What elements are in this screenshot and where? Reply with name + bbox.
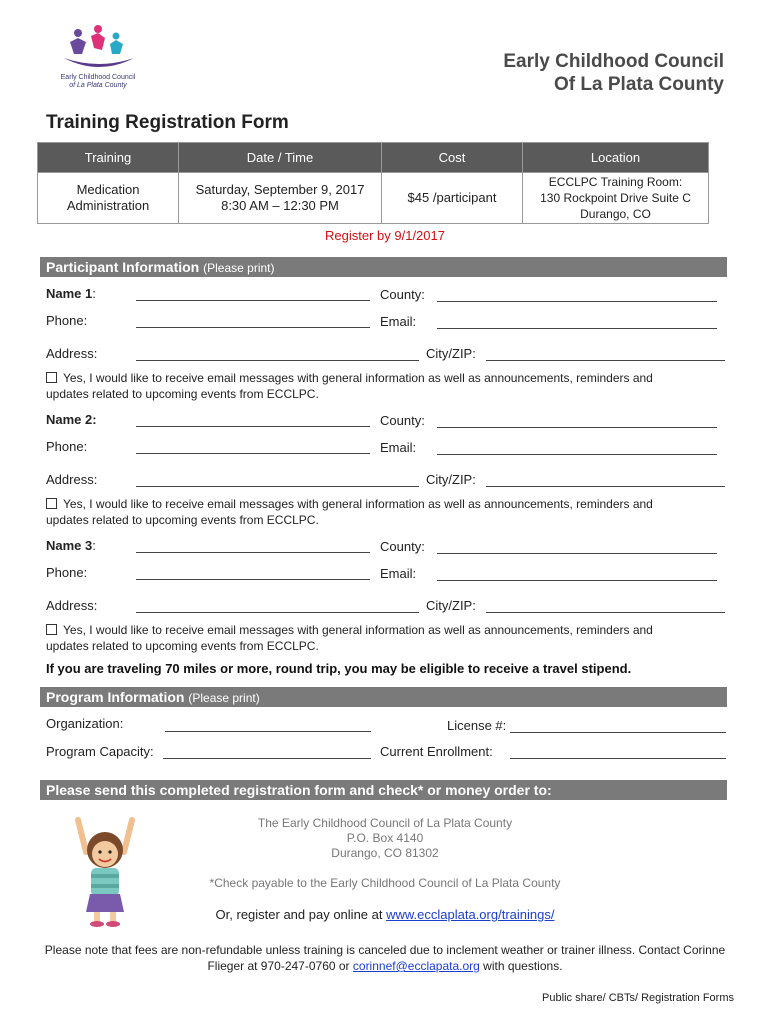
- logo-text: [58, 74, 138, 90]
- contact-prefix: Flieger at 970-247-0760 or: [207, 959, 353, 973]
- location-line3: Durango, CO: [580, 207, 651, 221]
- name-1-text: Name 1: [46, 286, 93, 301]
- date-line: Saturday, September 9, 2017: [195, 182, 365, 197]
- header-cost: Cost: [382, 143, 523, 173]
- phone-1-input[interactable]: [136, 327, 370, 328]
- email-optin-3-checkbox[interactable]: [46, 624, 57, 635]
- address-line3: Durango, CO 81302: [331, 846, 439, 860]
- logo: [58, 24, 140, 74]
- organization-title: [503, 50, 724, 96]
- email-optin-2: [46, 496, 726, 528]
- address-3-label: Address:: [46, 598, 98, 613]
- organization-label: Organization:: [46, 716, 124, 731]
- license-input[interactable]: [510, 732, 726, 733]
- enrollment-input[interactable]: [510, 758, 726, 759]
- name-1-label: [46, 286, 96, 301]
- name-3-colon: :: [92, 538, 96, 553]
- license-label: License #:: [447, 718, 507, 733]
- child-cheering-icon: [60, 812, 150, 930]
- capacity-input[interactable]: [163, 758, 371, 759]
- check-payable-note: *Check payable to the Early Childhood Council of La Plata County: [209, 876, 561, 890]
- table-header-row: [38, 143, 709, 173]
- address-line2: P.O. Box 4140: [346, 831, 424, 845]
- email-optin-1-text2: updates related to upcoming events from ECCLPC.: [46, 387, 319, 401]
- logo-text-line2: of La Plata County: [69, 82, 127, 89]
- email-optin-3-text: Yes, I would like to receive email messages with general information as well as announcements, reminders and: [63, 623, 653, 637]
- email-1-input[interactable]: [437, 328, 717, 329]
- time-line: 8:30 AM – 12:30 PM: [221, 198, 339, 213]
- email-2-input[interactable]: [437, 454, 717, 455]
- email-optin-1-checkbox[interactable]: [46, 372, 57, 383]
- cityzip-2-input[interactable]: [486, 486, 725, 487]
- table-row: [38, 173, 709, 224]
- cell-cost: $45 /participant: [382, 173, 523, 224]
- cell-location: [523, 173, 709, 224]
- location-line2: 130 Rockpoint Drive Suite C: [540, 191, 691, 205]
- training-name-line1: Medication: [76, 182, 140, 197]
- email-optin-2-text2: updates related to upcoming events from ECCLPC.: [46, 513, 319, 527]
- name-2-input[interactable]: [136, 426, 370, 427]
- refund-note: [20, 942, 750, 974]
- address-1-input[interactable]: [136, 360, 419, 361]
- training-table: [37, 142, 709, 224]
- org-name-line1: Early Childhood Council: [503, 51, 724, 72]
- email-optin-1-text: Yes, I would like to receive email messages with general information as well as announcements, reminders and: [63, 371, 653, 385]
- cell-date-time: [179, 173, 382, 224]
- program-info-subtitle: (Please print): [188, 691, 260, 705]
- training-name-line2: Administration: [66, 198, 150, 213]
- phone-3-label: Phone:: [46, 565, 88, 580]
- location-line1: ECCLPC Training Room:: [548, 175, 683, 189]
- name-2-label: Name 2:: [46, 412, 97, 427]
- mailing-address: [200, 816, 570, 861]
- refund-note-line2: [20, 958, 750, 974]
- name-1-input[interactable]: [136, 300, 370, 301]
- registration-link[interactable]: www.ecclaplata.org/trainings/: [386, 907, 555, 922]
- address-3-input[interactable]: [136, 612, 419, 613]
- email-1-label: Email:: [380, 314, 417, 329]
- online-prefix: Or, register and pay online at: [215, 907, 387, 922]
- phone-3-input[interactable]: [136, 579, 370, 580]
- form-title: Training Registration Form: [46, 112, 289, 133]
- footer-text: Public share/ CBTs/ Registration Forms: [542, 992, 734, 1004]
- cell-training: [38, 173, 179, 224]
- cityzip-2-label: City/ZIP:: [426, 472, 476, 487]
- cityzip-3-input[interactable]: [486, 612, 725, 613]
- county-1-input[interactable]: [437, 301, 717, 302]
- email-2-label: Email:: [380, 440, 417, 455]
- county-3-input[interactable]: [437, 553, 717, 554]
- participant-info-header: [40, 257, 727, 277]
- header-training: Training: [38, 143, 179, 173]
- county-2-label: County:: [380, 413, 425, 428]
- org-name-line2: Of La Plata County: [554, 74, 724, 95]
- email-3-input[interactable]: [437, 580, 717, 581]
- address-2-input[interactable]: [136, 486, 419, 487]
- travel-stipend-note: If you are traveling 70 miles or more, round trip, you may be eligible to receive a travel stipend.: [46, 661, 632, 676]
- county-2-input[interactable]: [437, 427, 717, 428]
- participant-info-subtitle: (Please print): [203, 261, 275, 275]
- name-1-colon: :: [92, 286, 96, 301]
- refund-note-line1: Please note that fees are non-refundable unless training is canceled due to inclement weather or trainer illness. Contact Corinne: [44, 943, 726, 957]
- phone-2-input[interactable]: [136, 453, 370, 454]
- email-optin-3: [46, 622, 726, 654]
- address-1-label: Address:: [46, 346, 98, 361]
- contact-suffix: with questions.: [479, 959, 563, 973]
- email-optin-2-checkbox[interactable]: [46, 498, 57, 509]
- name-3-text: Name 3: [46, 538, 93, 553]
- county-3-label: County:: [380, 539, 425, 554]
- organization-input[interactable]: [165, 731, 371, 732]
- county-1-label: County:: [380, 287, 425, 302]
- participant-info-title: Participant Information: [46, 259, 200, 275]
- name-3-input[interactable]: [136, 552, 370, 553]
- address-2-label: Address:: [46, 472, 98, 487]
- program-info-title: Program Information: [46, 689, 185, 705]
- cityzip-1-label: City/ZIP:: [426, 346, 476, 361]
- logo-text-line1: Early Childhood Council: [60, 74, 136, 81]
- contact-email-link[interactable]: corinnef@ecclapata.org: [352, 959, 480, 973]
- header-date-time: Date / Time: [179, 143, 382, 173]
- name-3-label: [46, 538, 96, 553]
- send-form-header: Please send this completed registration form and check* or money order to:: [40, 780, 727, 800]
- email-optin-3-text2: updates related to upcoming events from ECCLPC.: [46, 639, 319, 653]
- register-deadline: Register by 9/1/2017: [325, 228, 445, 243]
- online-registration: [150, 907, 620, 922]
- logo-children-icon: [58, 24, 140, 74]
- program-info-header: [40, 687, 727, 707]
- address-line1: The Early Childhood Council of La Plata County: [257, 816, 513, 830]
- email-optin-2-text: Yes, I would like to receive email messages with general information as well as announcements, reminders and: [63, 497, 653, 511]
- capacity-label: Program Capacity:: [46, 744, 154, 759]
- email-optin-1: [46, 370, 726, 402]
- phone-1-label: Phone:: [46, 313, 88, 328]
- cityzip-1-input[interactable]: [486, 360, 725, 361]
- email-3-label: Email:: [380, 566, 417, 581]
- enrollment-label: Current Enrollment:: [380, 744, 493, 759]
- phone-2-label: Phone:: [46, 439, 88, 454]
- header-location: Location: [523, 143, 709, 173]
- cityzip-3-label: City/ZIP:: [426, 598, 476, 613]
- child-illustration: [60, 812, 150, 930]
